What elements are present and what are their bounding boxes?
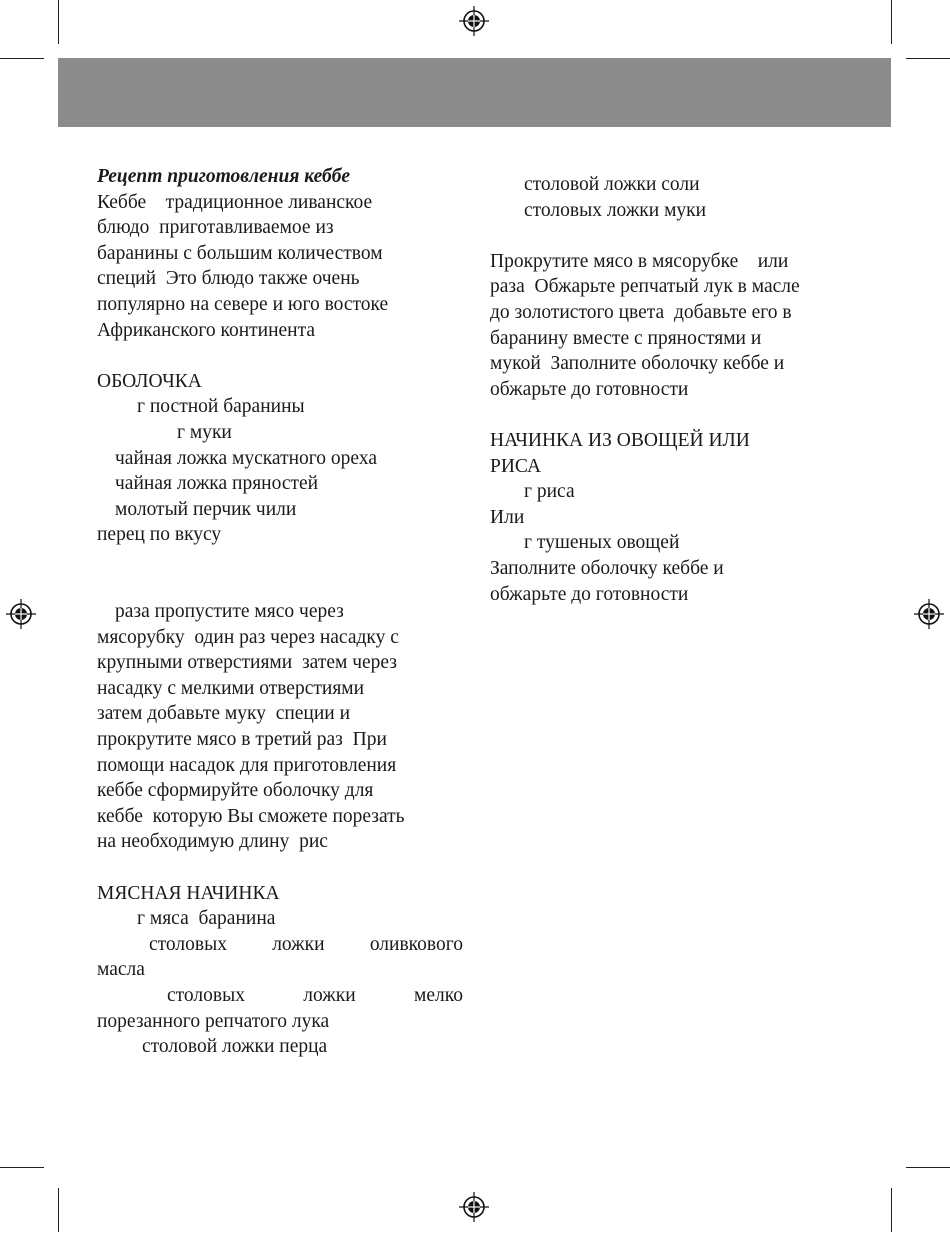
- ingredient-item: чайная ложка мускатного ореха: [115, 447, 377, 469]
- ingredient-item: перец по вкусу: [97, 524, 222, 546]
- word: столовых: [167, 985, 245, 1006]
- ingredient-item: столовых ложки муки: [524, 199, 707, 221]
- crop-mark-bottom-left-h: [0, 1167, 44, 1168]
- ingredient-item: [97, 932, 463, 958]
- crop-mark-top-left-h: [0, 58, 44, 59]
- crosshair-registration-icon: [459, 1192, 489, 1222]
- ingredient-item: Или: [490, 506, 525, 528]
- word: ложки: [303, 985, 356, 1006]
- intro-line: Африканского континента: [97, 319, 316, 341]
- instruction-line: затем добавьте муку специи и: [97, 703, 351, 725]
- word: столовых: [149, 933, 227, 955]
- ingredient-item: чайная ложка пряностей: [115, 473, 319, 495]
- instruction-line: кеббе которую Вы сможете порезать: [97, 805, 405, 827]
- intro-line: блюдо приготавливаемое из: [97, 217, 334, 239]
- ingredient-item: [97, 983, 463, 1009]
- crop-mark-bottom-left-v: [58, 1188, 59, 1232]
- instruction-line: прокрутите мясо в третий раз При: [97, 729, 387, 751]
- veg-heading: НАЧИНКА ИЗ ОВОЩЕЙ ИЛИ: [490, 429, 750, 451]
- shell-heading: ОБОЛОЧКА: [97, 370, 202, 392]
- ingredient-item: г мяса баранина: [137, 908, 276, 930]
- instruction-line: раза Обжарьте репчатый лук в масле: [490, 276, 800, 298]
- intro-line: баранины с большим количеством: [97, 242, 383, 264]
- crop-mark-top-right-v: [891, 0, 892, 44]
- instruction-line: кеббе сформируйте оболочку для: [97, 780, 374, 802]
- instruction-line: обжарьте до готовности: [490, 583, 689, 605]
- left-column: [97, 164, 463, 1060]
- crosshair-registration-icon: [914, 599, 944, 629]
- intro-line: популярно на севере и юго востоке: [97, 293, 389, 315]
- ingredient-item: столовой ложки соли: [524, 174, 700, 195]
- ingredient-item: г муки: [177, 421, 232, 443]
- instruction-line: раза пропустите мясо через: [115, 601, 344, 623]
- instruction-line: Прокрутите мясо в мясорубке или: [490, 250, 789, 272]
- word: ложки: [272, 933, 325, 955]
- instruction-line: на необходимую длину рис: [97, 831, 328, 853]
- word: мелко: [414, 985, 463, 1006]
- crop-mark-top-right-h: [906, 58, 950, 59]
- meat-heading: МЯСНАЯ НАЧИНКА: [97, 882, 280, 904]
- crop-mark-bottom-right-h: [906, 1167, 950, 1168]
- instruction-line: насадку с мелкими отверстиями: [97, 677, 365, 699]
- intro-line: Кеббе традиционное ливанское: [97, 191, 373, 213]
- recipe-title: Рецепт приготовления кеббе: [97, 166, 351, 187]
- ingredient-item-cont: масла: [97, 959, 145, 981]
- ingredient-item: молотый перчик чили: [115, 498, 297, 520]
- crosshair-registration-icon: [6, 599, 36, 629]
- header-band: [58, 58, 891, 127]
- intro-line: специй Это блюдо также очень: [97, 268, 360, 290]
- ingredient-item: г тушеных овощей: [524, 532, 680, 554]
- instruction-line: мукой Заполните оболочку кеббе и: [490, 353, 785, 375]
- instruction-line: Заполните оболочку кеббе и: [490, 557, 724, 579]
- word: оливкового: [369, 933, 463, 955]
- crop-mark-top-left-v: [58, 0, 59, 44]
- crop-mark-bottom-right-v: [891, 1188, 892, 1232]
- instruction-line: баранину вместе с пряностями и: [490, 327, 762, 349]
- instruction-line: помощи насадок для приготовления: [97, 754, 397, 776]
- instruction-line: мясорубку один раз через насадку с: [97, 626, 399, 648]
- ingredient-item: г постной баранины: [137, 396, 305, 418]
- instruction-line: до золотистого цвета добавьте его в: [490, 301, 792, 323]
- ingredient-item-cont: порезанного репчатого лука: [97, 1010, 330, 1032]
- right-column: [490, 172, 860, 607]
- instruction-line: обжарьте до готовности: [490, 378, 689, 400]
- veg-heading: РИСА: [490, 455, 542, 477]
- crosshair-registration-icon: [459, 6, 489, 36]
- ingredient-item: г риса: [524, 481, 575, 503]
- ingredient-item: столовой ложки перца: [142, 1036, 328, 1058]
- instruction-line: крупными отверстиями затем через: [97, 652, 398, 674]
